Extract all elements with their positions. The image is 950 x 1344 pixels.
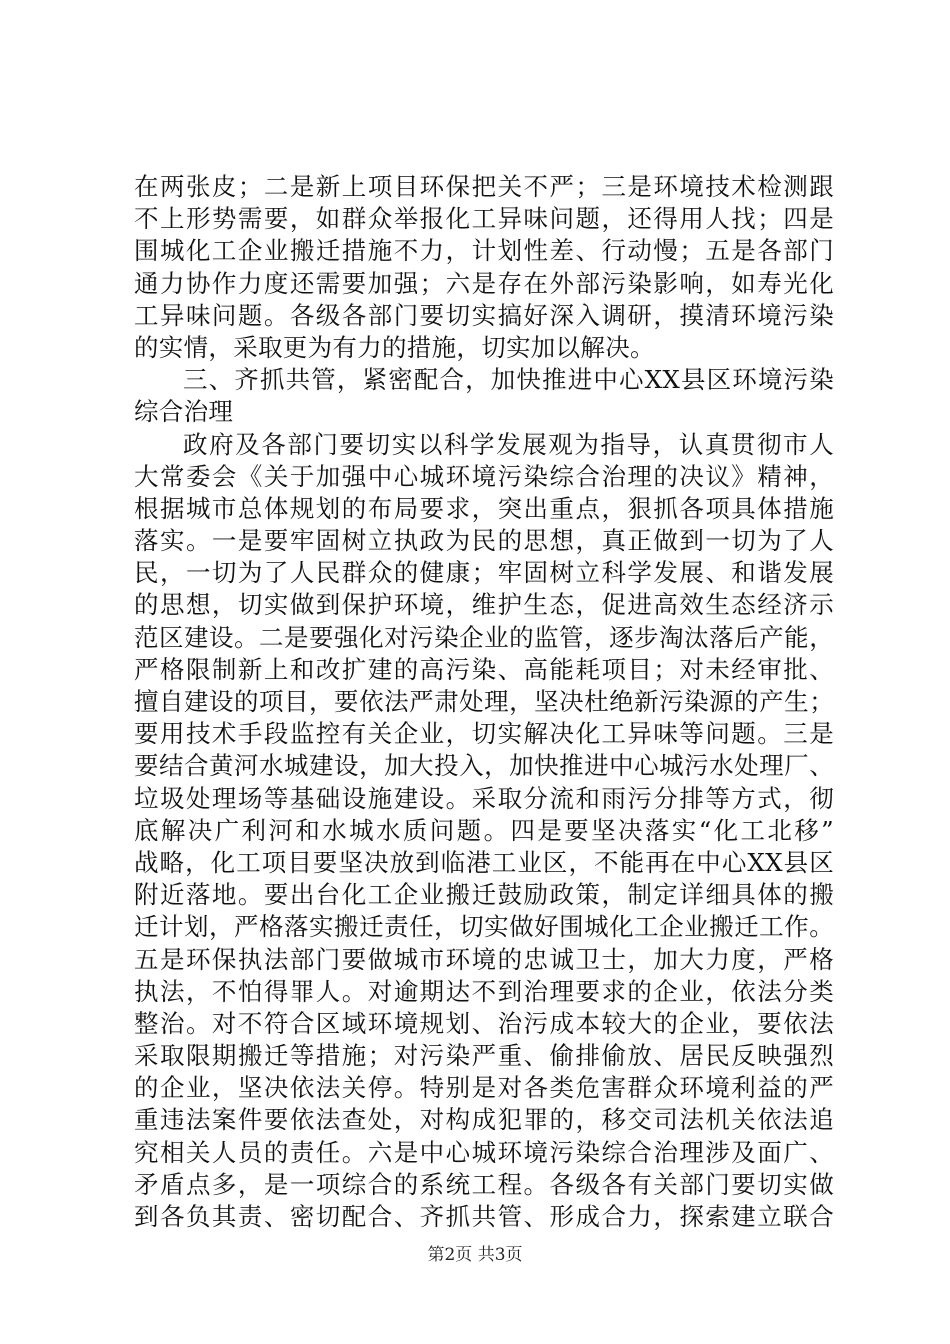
text-line: 围城化工企业搬迁措施不力，计划性差、行动慢；五是各部门 (134, 236, 834, 266)
text-line: 采取限期搬迁等措施；对污染严重、偷排偷放、居民反映强烈 (134, 1041, 834, 1071)
text-line: 要结合黄河水城建设，加大投入，加快推进中心城污水处理厂、 (134, 751, 834, 781)
text-line: 执法，不怕得罪人。对逾期达不到治理要求的企业，依法分类 (134, 976, 834, 1006)
text-line: 范区建设。二是要强化对污染企业的监管，逐步淘汰落后产能， (134, 622, 834, 652)
text-line: 不上形势需要，如群众举报化工异味问题，还得用人找；四是 (134, 204, 834, 234)
text-line: 迁计划，严格落实搬迁责任，切实做好围城化工企业搬迁工作。 (134, 912, 834, 942)
text-line: 严格限制新上和改扩建的高污染、高能耗项目；对未经审批、 (134, 654, 834, 684)
text-line: 根据城市总体规划的布局要求，突出重点，狠抓各项具体措施 (134, 493, 834, 523)
text-line: 究相关人员的责任。六是中心城环境污染综合治理涉及面广、 (134, 1137, 834, 1167)
text-line: 整治。对不符合区域环境规划、治污成本较大的企业，要依法 (134, 1008, 834, 1038)
text-line: 政府及各部门要切实以科学发展观为指导，认真贯彻市人 (183, 429, 834, 459)
page-footer: 第2页 共3页 (427, 1245, 523, 1265)
text-line: 大常委会《关于加强中心城环境污染综合治理的决议》精神， (134, 461, 834, 491)
text-line: 通力协作力度还需要加强；六是存在外部污染影响，如寿光化 (134, 268, 834, 298)
text-line: 擅自建设的项目，要依法严肃处理，坚决杜绝新污染源的产生； (134, 687, 834, 716)
text-line: 底解决广利河和水城水质问题。四是要坚决落实“化工北移” (134, 815, 834, 845)
text-line: 战略，化工项目要坚决放到临港工业区，不能再在中心XX县区 (134, 847, 834, 877)
text-line: 五是环保执法部门要做城市环境的忠诚卫士，加大力度，严格 (134, 944, 834, 974)
text-line: 落实。一是要牢固树立执政为民的思想，真正做到一切为了人 (134, 526, 834, 556)
text-line: 要用技术手段监控有关企业，切实解决化工异味等问题。三是 (134, 719, 834, 749)
text-line: 重违法案件要依法查处，对构成犯罪的，移交司法机关依法追 (134, 1105, 834, 1135)
text-line: 工异味问题。各级各部门要切实搞好深入调研，摸清环境污染 (134, 300, 834, 330)
text-line: 垃圾处理场等基础设施建设。采取分流和雨污分排等方式，彻 (134, 783, 834, 813)
text-line: 的实情，采取更为有力的措施，切实加以解决。 (134, 332, 655, 362)
text-line: 在两张皮；二是新上项目环保把关不严；三是环境技术检测跟 (134, 172, 834, 201)
text-line: 综合治理 (134, 397, 234, 427)
body-text (134, 171, 834, 1233)
text-line: 的思想，切实做到保护环境，维护生态，促进高效生态经济示 (134, 590, 834, 620)
text-line: 矛盾点多，是一项综合的系统工程。各级各有关部门要切实做 (134, 1169, 834, 1199)
text-line: 的企业，坚决依法关停。特别是对各类危害群众环境利益的严 (134, 1073, 834, 1103)
text-line: 到各负其责、密切配合、齐抓共管、形成合力，探索建立联合 (134, 1202, 834, 1231)
text-line: 附近落地。要出台化工企业搬迁鼓励政策，制定详细具体的搬 (134, 880, 834, 910)
text-line: 民，一切为了人民群众的健康；牢固树立科学发展、和谐发展 (134, 558, 834, 588)
text-line: 三、齐抓共管，紧密配合，加快推进中心XX县区环境污染 (183, 365, 834, 395)
